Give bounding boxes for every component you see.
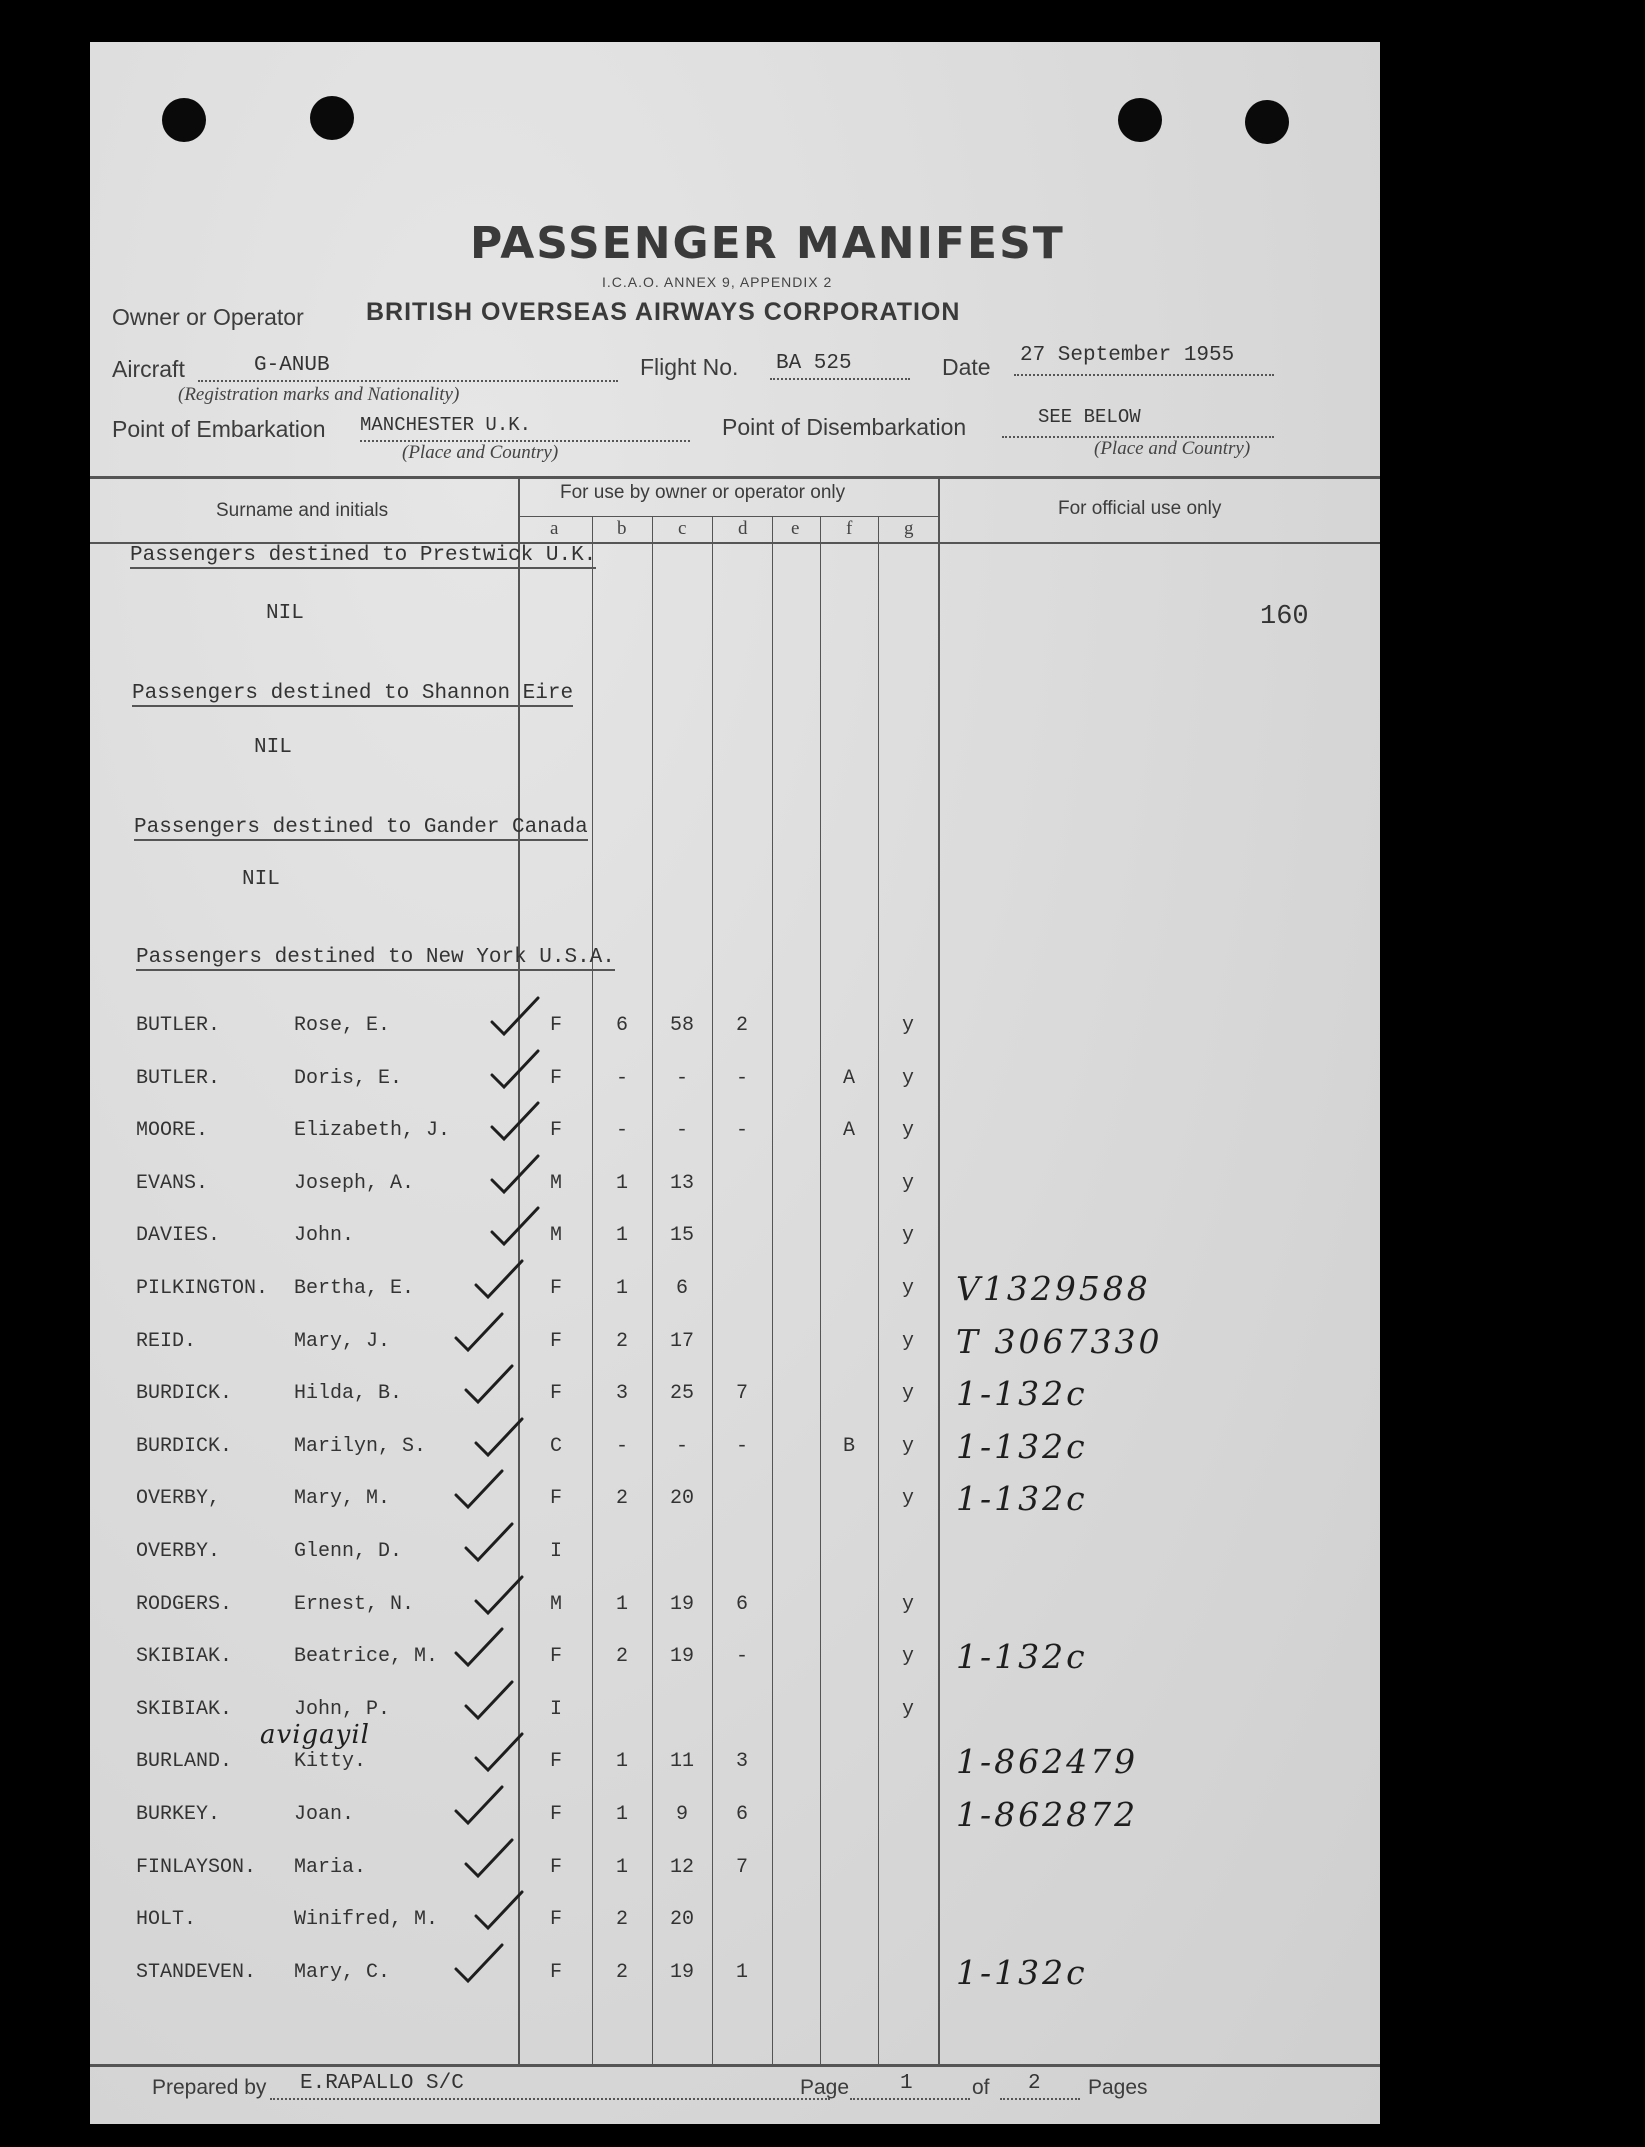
cell-surname: FINLAYSON. xyxy=(136,1856,257,1879)
cell-g: y xyxy=(901,1330,914,1353)
cell-given: Doris, E. xyxy=(294,1067,403,1090)
check-mark-icon xyxy=(470,1413,530,1463)
aircraft-note: (Registration marks and Nationality) xyxy=(178,384,460,405)
check-mark-icon xyxy=(450,1939,510,1989)
cell-a: F xyxy=(549,1277,562,1300)
cell-b: 2 xyxy=(615,1487,628,1510)
cell-b: 2 xyxy=(615,1645,628,1668)
cell-c: 15 xyxy=(669,1224,694,1247)
cell-surname: BURKEY. xyxy=(136,1803,221,1826)
date-value: 27 September 1955 xyxy=(1020,344,1235,367)
flight-label: Flight No. xyxy=(640,354,739,380)
pages-label: Pages xyxy=(1088,2076,1148,2099)
flight-value: BA 525 xyxy=(776,352,852,375)
cell-a: F xyxy=(549,1645,562,1668)
cell-a: I xyxy=(549,1698,562,1721)
cell-given: Bertha, E. xyxy=(294,1277,415,1300)
check-mark-icon xyxy=(460,1676,520,1726)
section-heading: Passengers destined to New York U.S.A. xyxy=(136,946,615,969)
cell-d: 6 xyxy=(735,1803,748,1826)
section-heading: Passengers destined to Prestwick U.K. xyxy=(130,544,597,567)
official-note: 1-132c xyxy=(956,1479,1088,1518)
pages-value: 2 xyxy=(1028,2072,1041,2095)
check-mark-icon xyxy=(460,1518,520,1568)
cell-surname: BURLAND. xyxy=(136,1750,233,1773)
cell-c: 20 xyxy=(669,1487,694,1510)
cell-f: A xyxy=(842,1067,855,1090)
table-row xyxy=(90,1220,1380,1260)
cell-b: 1 xyxy=(615,1224,628,1247)
check-mark-icon xyxy=(486,1045,546,1095)
check-mark-icon xyxy=(486,1150,546,1200)
cell-b: 1 xyxy=(615,1750,628,1773)
table-row xyxy=(90,1637,1380,1681)
cell-c: 9 xyxy=(675,1803,688,1826)
cell-a: F xyxy=(549,1119,562,1142)
cell-given: John. xyxy=(294,1224,355,1247)
cell-c: 58 xyxy=(669,1014,694,1037)
cell-g: y xyxy=(901,1435,914,1458)
official-note: 1-862479 xyxy=(956,1742,1139,1781)
cell-surname: SKIBIAK. xyxy=(136,1698,233,1721)
cell-surname: DAVIES. xyxy=(136,1224,221,1247)
disembark-field xyxy=(1002,406,1274,438)
cell-c: 19 xyxy=(669,1645,694,1668)
page-label: Page xyxy=(800,2076,850,2099)
cell-c: 19 xyxy=(669,1961,694,1984)
cell-c: - xyxy=(675,1435,688,1458)
cell-given: John, P. xyxy=(294,1698,391,1721)
cell-given: Elizabeth, J. xyxy=(294,1119,451,1142)
col-letter-f: f xyxy=(846,518,853,539)
cell-given: Hilda, B. xyxy=(294,1382,403,1405)
official-note: V1329588 xyxy=(956,1269,1151,1308)
section-heading: Passengers destined to Shannon Eire xyxy=(132,682,574,705)
embark-value: MANCHESTER U.K. xyxy=(360,414,532,436)
punch-hole xyxy=(1245,100,1289,144)
cell-a: F xyxy=(549,1803,562,1826)
date-label: Date xyxy=(942,354,991,380)
cell-surname: HOLT. xyxy=(136,1908,197,1931)
cell-a: M xyxy=(549,1593,562,1616)
check-mark-icon xyxy=(460,1360,520,1410)
pages-field xyxy=(1000,2072,1080,2100)
section-heading: Passengers destined to Gander Canada xyxy=(134,816,588,839)
cell-surname: RODGERS. xyxy=(136,1593,233,1616)
cell-c: - xyxy=(675,1067,688,1090)
official-note: 1-132c xyxy=(956,1953,1088,1992)
cell-surname: BURDICK. xyxy=(136,1435,233,1458)
cell-surname: OVERBY. xyxy=(136,1540,221,1563)
punch-hole xyxy=(1118,98,1162,142)
disembark-label: Point of Disembarkation xyxy=(722,414,967,440)
cell-b: 1 xyxy=(615,1856,628,1879)
cell-b: 2 xyxy=(615,1908,628,1931)
cell-d: - xyxy=(735,1067,748,1090)
cell-a: F xyxy=(549,1856,562,1879)
cell-c: 12 xyxy=(669,1856,694,1879)
official-note: T 3067330 xyxy=(956,1322,1163,1361)
cell-c: 11 xyxy=(669,1750,694,1773)
page-stamp: 160 xyxy=(1260,602,1309,632)
cell-d: 6 xyxy=(735,1593,748,1616)
cell-b: 3 xyxy=(615,1382,628,1405)
handwritten-annotation: avigayil xyxy=(260,1720,370,1750)
cell-g: y xyxy=(901,1593,914,1616)
cell-d: 7 xyxy=(735,1856,748,1879)
cell-g: y xyxy=(901,1698,914,1721)
check-mark-icon xyxy=(450,1623,510,1673)
cell-c: 6 xyxy=(675,1277,688,1300)
cell-f: A xyxy=(842,1119,855,1142)
cell-g: y xyxy=(901,1172,914,1195)
cell-a: M xyxy=(549,1224,562,1247)
cell-d: 1 xyxy=(735,1961,748,1984)
cell-given: Joseph, A. xyxy=(294,1172,415,1195)
table-row xyxy=(90,1115,1380,1155)
official-note: 1-132c xyxy=(956,1427,1088,1466)
cell-given: Marilyn, S. xyxy=(294,1435,427,1458)
cell-a: F xyxy=(549,1961,562,1984)
cell-g: y xyxy=(901,1487,914,1510)
cell-a: I xyxy=(549,1540,562,1563)
col-surname-header: Surname and initials xyxy=(216,500,389,521)
cell-f: B xyxy=(842,1435,855,1458)
table-row xyxy=(90,1720,1380,1786)
cell-surname: BUTLER. xyxy=(136,1014,221,1037)
manifest-sheet xyxy=(90,42,1380,2124)
cell-given: Kitty. xyxy=(294,1750,367,1773)
cell-d: 3 xyxy=(735,1750,748,1773)
cell-a: F xyxy=(549,1487,562,1510)
aircraft-field xyxy=(198,354,618,382)
table-row xyxy=(90,1168,1380,1208)
cell-d: - xyxy=(735,1645,748,1668)
cell-given: Mary, J. xyxy=(294,1330,391,1353)
check-mark-icon xyxy=(470,1571,530,1621)
aircraft-label: Aircraft xyxy=(112,356,185,382)
check-mark-icon xyxy=(486,1097,546,1147)
col-official-header: For official use only xyxy=(1058,498,1222,519)
cell-d: 7 xyxy=(735,1382,748,1405)
disembark-value: SEE BELOW xyxy=(1038,406,1141,428)
cell-b: 6 xyxy=(615,1014,628,1037)
table-row xyxy=(90,1063,1380,1103)
col-letter-d: d xyxy=(738,518,748,539)
cell-g: y xyxy=(901,1277,914,1300)
cell-c: 17 xyxy=(669,1330,694,1353)
table-row xyxy=(90,1479,1380,1523)
col-letter-a: a xyxy=(550,518,559,539)
table-row xyxy=(90,1953,1380,1997)
prepared-field xyxy=(270,2072,830,2100)
check-mark-icon xyxy=(450,1781,510,1831)
cell-c: 25 xyxy=(669,1382,694,1405)
table-row xyxy=(90,1536,1380,1576)
check-mark-icon xyxy=(460,1834,520,1884)
cell-g: y xyxy=(901,1645,914,1668)
punch-hole xyxy=(162,98,206,142)
cell-d: - xyxy=(735,1435,748,1458)
cell-given: Mary, C. xyxy=(294,1961,391,1984)
cell-d: 2 xyxy=(735,1014,748,1037)
cell-b: 2 xyxy=(615,1330,628,1353)
flight-field xyxy=(770,352,910,380)
section-nil: NIL xyxy=(266,602,304,625)
cell-surname: BUTLER. xyxy=(136,1067,221,1090)
cell-d: - xyxy=(735,1119,748,1142)
official-note: 1-862872 xyxy=(956,1795,1139,1834)
cell-c: 19 xyxy=(669,1593,694,1616)
cell-a: F xyxy=(549,1750,562,1773)
disembark-note: (Place and Country) xyxy=(1094,438,1251,459)
cell-g: y xyxy=(901,1067,914,1090)
cell-b: - xyxy=(615,1119,628,1142)
form-title: PASSENGER MANIFEST xyxy=(470,218,1065,269)
cell-a: M xyxy=(549,1172,562,1195)
cell-c: - xyxy=(675,1119,688,1142)
cell-surname: MOORE. xyxy=(136,1119,209,1142)
check-mark-icon xyxy=(470,1886,530,1936)
table-row xyxy=(90,1010,1380,1050)
col-letter-g: g xyxy=(904,518,914,539)
table-row xyxy=(90,1374,1380,1418)
cell-b: 2 xyxy=(615,1961,628,1984)
table-row xyxy=(90,1795,1380,1839)
table-row xyxy=(90,1322,1380,1366)
cell-a: C xyxy=(549,1435,562,1458)
cell-b: - xyxy=(615,1435,628,1458)
table-row xyxy=(90,1904,1380,1944)
cell-surname: BURDICK. xyxy=(136,1382,233,1405)
aircraft-value: G-ANUB xyxy=(254,354,330,377)
cell-given: Maria. xyxy=(294,1856,367,1879)
cell-g: y xyxy=(901,1119,914,1142)
owner-subheader-rule xyxy=(518,516,938,517)
cell-a: F xyxy=(549,1330,562,1353)
table-top-rule xyxy=(90,476,1380,479)
embark-note: (Place and Country) xyxy=(402,442,559,463)
cell-b: 1 xyxy=(615,1172,628,1195)
col-letter-c: c xyxy=(678,518,687,539)
col-owner-header: For use by owner or operator only xyxy=(560,482,846,503)
cell-c: 13 xyxy=(669,1172,694,1195)
cell-c: 20 xyxy=(669,1908,694,1931)
prepared-label: Prepared by xyxy=(152,2076,267,2099)
col-letter-b: b xyxy=(617,518,627,539)
cell-surname: REID. xyxy=(136,1330,197,1353)
table-row xyxy=(90,1852,1380,1892)
cell-b: 1 xyxy=(615,1803,628,1826)
operator-label: Owner or Operator xyxy=(112,304,304,330)
col-letter-e: e xyxy=(791,518,800,539)
cell-a: F xyxy=(549,1382,562,1405)
official-note: 1-132c xyxy=(956,1374,1088,1413)
cell-a: F xyxy=(549,1014,562,1037)
cell-b: 1 xyxy=(615,1593,628,1616)
page-field xyxy=(850,2072,970,2100)
cell-g: y xyxy=(901,1014,914,1037)
check-mark-icon xyxy=(450,1465,510,1515)
section-nil: NIL xyxy=(254,736,292,759)
table-row xyxy=(90,1427,1380,1471)
check-mark-icon xyxy=(486,992,546,1042)
section-nil: NIL xyxy=(242,868,280,891)
check-mark-icon xyxy=(486,1202,546,1252)
cell-given: Joan. xyxy=(294,1803,355,1826)
check-mark-icon xyxy=(470,1728,530,1778)
cell-given: Ernest, N. xyxy=(294,1593,415,1616)
form-subtitle: I.C.A.O. ANNEX 9, APPENDIX 2 xyxy=(602,274,833,290)
check-mark-icon xyxy=(470,1255,530,1305)
cell-given: Winifred, M. xyxy=(294,1908,439,1931)
cell-b: 1 xyxy=(615,1277,628,1300)
cell-g: y xyxy=(901,1224,914,1247)
cell-surname: OVERBY, xyxy=(136,1487,221,1510)
cell-given: Rose, E. xyxy=(294,1014,391,1037)
of-label: of xyxy=(972,2076,990,2099)
cell-b: - xyxy=(615,1067,628,1090)
table-row xyxy=(90,1269,1380,1313)
cell-surname: EVANS. xyxy=(136,1172,209,1195)
table-row xyxy=(90,1589,1380,1629)
page-value: 1 xyxy=(900,2072,913,2095)
cell-surname: SKIBIAK. xyxy=(136,1645,233,1668)
table-bottom-rule xyxy=(90,2064,1380,2067)
check-mark-icon xyxy=(450,1308,510,1358)
date-field xyxy=(1014,344,1274,376)
cell-a: F xyxy=(549,1067,562,1090)
punch-hole xyxy=(310,96,354,140)
cell-surname: PILKINGTON. xyxy=(136,1277,269,1300)
cell-given: Mary, M. xyxy=(294,1487,391,1510)
cell-given: Glenn, D. xyxy=(294,1540,403,1563)
cell-surname: STANDEVEN. xyxy=(136,1961,257,1984)
embark-field xyxy=(360,414,690,442)
operator-value: BRITISH OVERSEAS AIRWAYS CORPORATION xyxy=(366,298,961,326)
official-note: 1-132c xyxy=(956,1637,1088,1676)
cell-g: y xyxy=(901,1382,914,1405)
prepared-value: E.RAPALLO S/C xyxy=(300,2072,464,2095)
embark-label: Point of Embarkation xyxy=(112,416,326,442)
cell-a: F xyxy=(549,1908,562,1931)
cell-given: Beatrice, M. xyxy=(294,1645,439,1668)
